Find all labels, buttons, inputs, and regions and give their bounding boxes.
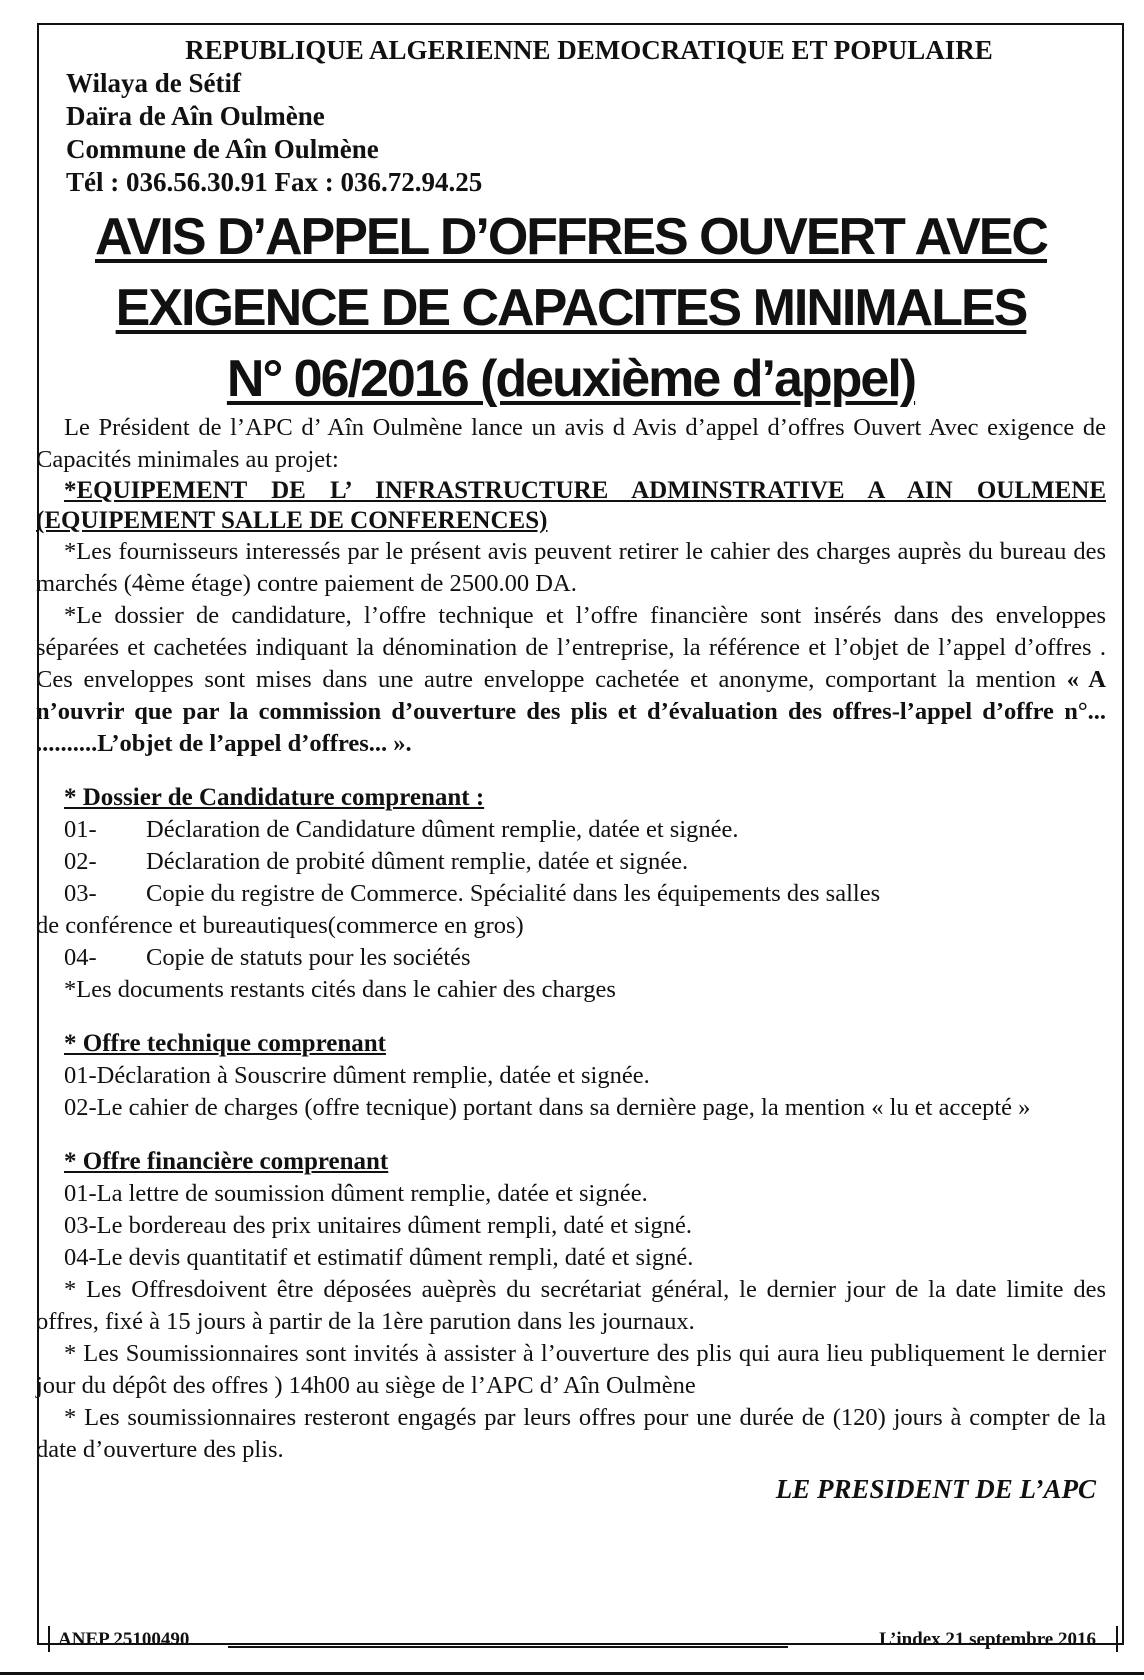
bottom-rule: [0, 1672, 1144, 1675]
financiere-item: 04-Le devis quantitatif et estimatif dûment rempli, daté et signé.: [64, 1244, 694, 1271]
item-number: 01-: [64, 816, 97, 843]
candidature-item: [36, 814, 1106, 846]
financiere-title: * Offre financière comprenant: [64, 1148, 389, 1175]
candidature-item: [36, 942, 1106, 974]
publication-date: L’index 21 septembre 2016: [879, 1629, 1096, 1650]
wilaya-line: Wilaya de Sétif: [66, 68, 241, 98]
title-line-2: EXIGENCE DE CAPACITES MINIMALES: [115, 279, 1027, 337]
opening-paragraph: * Les Soumissionnaires sont invités à assister à l’ouverture des plis qui aura lieu publiquement le dernier jour du dépôt des offres ) 14h00 au siège de l’APC d’ Aîn Oulmène: [36, 1340, 1106, 1399]
validity-paragraph: * Les soumissionnaires resteront engagés par leurs offres pour une durée de (120) jours à compter de la date d’ouverture des plis.: [36, 1404, 1106, 1463]
anep-reference: ANEP 25100490: [58, 1629, 190, 1650]
technique-item-1: 01-Déclaration à Souscrire dûment remplie, datée et signée.: [64, 1062, 650, 1089]
deposit-paragraph: * Les Offresdoivent être déposées auèprès du secrétariat général, le dernier jour de la date limite des offres, fixé à 15 jours à partir de la 1ère parution dans les journaux.: [36, 1276, 1106, 1335]
footer-left-tick: [48, 1626, 50, 1652]
envelopes-paragraph: [36, 600, 1106, 760]
title-line-1: AVIS D’APPEL D’OFFRES OUVERT AVEC: [95, 208, 1047, 266]
item-number: 02-: [64, 848, 97, 875]
candidature-note: *Les documents restants cités dans le cahier des charges: [64, 976, 616, 1003]
title-line-3: N° 06/2016 (deuxième d’appel): [226, 350, 916, 408]
item-text: Déclaration de probité dûment remplie, datée et signée.: [146, 848, 689, 875]
envelopes-text: *Le dossier de candidature, l’offre technique et l’offre financière sont insérés dans des enveloppes séparées et cachetées indiquant la dénomination de l’entreprise, la référence et l’objet de l’appel d’offres . Ces enveloppes sont mises dans une autre enveloppe cachetée et anonyme, comportant la mention: [36, 602, 1106, 693]
footer-rule: [228, 1646, 788, 1648]
candidature-item: [36, 878, 1106, 910]
daira-line: Daïra de Aîn Oulmène: [66, 101, 325, 131]
republic-heading: REPUBLIQUE ALGERIENNE DEMOCRATIQUE ET POPULAIRE: [185, 35, 993, 65]
intro-paragraph: Le Président de l’APC d’ Aîn Oulmène lance un avis d Avis d’appel d’offres Ouvert Avec exigence de Capacités minimales au projet:: [36, 414, 1106, 473]
item-text: Copie de statuts pour les sociétés: [146, 944, 471, 971]
footer: [48, 1626, 1118, 1656]
project-subject: *EQUIPEMENT DE L’ INFRASTRUCTURE ADMINSTRATIVE A AIN OULMENE (EQUIPEMENT SALLE DE CONFERENCES): [36, 477, 1106, 534]
suppliers-paragraph: *Les fournisseurs interessés par le présent avis peuvent retirer le cahier des charges auprès du bureau des marchés (4ème étage) contre paiement de 2500.00 DA.: [36, 538, 1106, 597]
item-number: 03-: [64, 880, 97, 907]
candidature-item-continued: de conférence et bureautiques(commerce en gros): [36, 912, 524, 939]
signature: LE PRESIDENT DE L’APC: [775, 1474, 1096, 1504]
commune-line: Commune de Aîn Oulmène: [66, 134, 379, 164]
item-text: Copie du registre de Commerce. Spécialité dans les équipements des salles: [146, 880, 881, 907]
financiere-item: 01-La lettre de soumission dûment remplie, datée et signée.: [64, 1180, 648, 1207]
financiere-item: 03-Le bordereau des prix unitaires dûment rempli, daté et signé.: [64, 1212, 692, 1239]
notice-content: [36, 34, 1106, 1508]
contact-line: Tél : 036.56.30.91 Fax : 036.72.94.25: [66, 167, 483, 197]
item-text: Déclaration de Candidature dûment remplie, datée et signée.: [146, 816, 739, 843]
candidature-title: * Dossier de Candidature comprenant :: [64, 784, 485, 811]
technique-title: * Offre technique comprenant: [64, 1030, 386, 1057]
technique-item-2: 02-Le cahier de charges (offre tecnique) portant dans sa dernière page, la mention « lu et accepté »: [64, 1094, 1031, 1121]
envelope-mention: « A n’ouvrir que par la commission d’ouverture des plis et d’évaluation des offres-l’appel d’offre n°... ..........L’objet de l’appel d’offres... ».: [36, 666, 1107, 757]
footer-right-tick: [1116, 1626, 1118, 1652]
item-number: 04-: [64, 944, 97, 971]
candidature-item: [36, 846, 1106, 878]
